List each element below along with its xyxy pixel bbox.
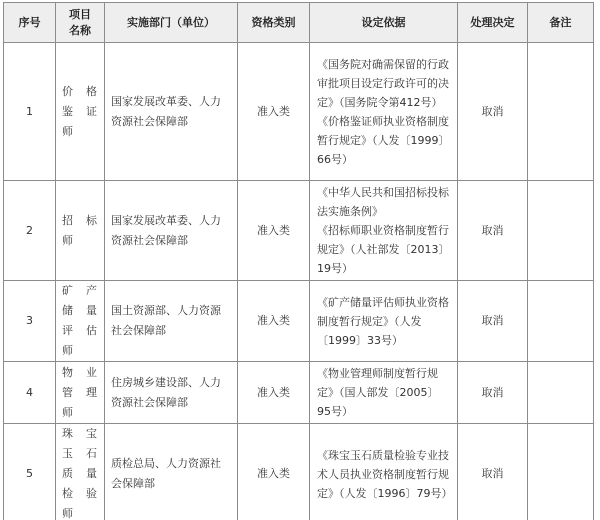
table-row — [4, 181, 594, 281]
header-basis: 设定依据 — [310, 3, 458, 43]
header-note: 备注 — [528, 3, 594, 43]
header-seq: 序号 — [4, 3, 56, 43]
row-item-name — [56, 281, 105, 362]
item-name-line: 鉴 证 — [62, 104, 98, 118]
item-name-line: 师 — [62, 233, 74, 247]
item-name-line: 玉 石 — [62, 447, 98, 460]
row-decision: 取消 — [458, 281, 528, 362]
row-decision: 取消 — [458, 181, 528, 281]
header-item-name-line2: 名称 — [69, 23, 91, 37]
row-dept: 住房城乡建设部、人力资源社会保障部 — [105, 362, 238, 424]
item-name-line: 检 验 — [62, 487, 98, 500]
table-row — [4, 424, 594, 520]
item-name-line: 物 业 — [62, 365, 98, 379]
table-row — [4, 281, 594, 362]
table-row — [4, 362, 594, 424]
row-category: 准入类 — [238, 362, 310, 424]
item-name-line: 师 — [62, 344, 74, 357]
row-note — [528, 281, 594, 362]
item-name-line: 招 标 — [62, 213, 98, 227]
row-item-name — [56, 362, 105, 424]
row-seq: 4 — [4, 362, 56, 424]
row-category: 准入类 — [238, 181, 310, 281]
row-decision: 取消 — [458, 424, 528, 520]
row-note — [528, 43, 594, 181]
row-seq: 1 — [4, 43, 56, 181]
header-item-name — [56, 3, 105, 43]
row-basis: 《国务院对确需保留的行政审批项目设定行政许可的决定》（国务院令第412号） 《价格鉴证师执业资格制度暂行规定》（人发〔1999〕66号） — [310, 43, 458, 181]
header-decision: 处理决定 — [458, 3, 528, 43]
row-category: 准入类 — [238, 43, 310, 181]
row-item-name — [56, 43, 105, 181]
item-name-line: 质 量 — [62, 467, 98, 480]
row-item-name — [56, 181, 105, 281]
item-name-line: 价 格 — [62, 84, 98, 98]
row-note — [528, 181, 594, 281]
row-basis: 《中华人民共和国招标投标法实施条例》 《招标师职业资格制度暂行规定》（人社部发〔2013〕19号） — [310, 181, 458, 281]
row-note — [528, 362, 594, 424]
item-name-line: 师 — [62, 124, 74, 138]
table-header-row — [4, 3, 594, 43]
table-row — [4, 43, 594, 181]
row-category: 准入类 — [238, 424, 310, 520]
header-category: 资格类别 — [238, 3, 310, 43]
row-item-name — [56, 424, 105, 520]
row-seq: 3 — [4, 281, 56, 362]
item-name-line: 珠 宝 — [62, 427, 98, 440]
row-basis: 《珠宝玉石质量检验专业技术人员执业资格制度暂行规定》（人发〔1996〕79号） — [310, 424, 458, 520]
qualification-table — [3, 2, 594, 520]
row-basis: 《物业管理师制度暂行规定》（国人部发〔2005〕95号） — [310, 362, 458, 424]
row-category: 准入类 — [238, 281, 310, 362]
item-name-line: 管 理 — [62, 385, 98, 399]
row-dept: 国家发展改革委、人力资源社会保障部 — [105, 181, 238, 281]
row-dept: 质检总局、人力资源社会保障部 — [105, 424, 238, 520]
row-basis: 《矿产储量评估师执业资格制度暂行规定》（人发〔1999〕33号） — [310, 281, 458, 362]
row-dept: 国家发展改革委、人力资源社会保障部 — [105, 43, 238, 181]
header-item-name-line1: 项目 — [69, 7, 91, 21]
row-dept: 国土资源部、人力资源社会保障部 — [105, 281, 238, 362]
item-name-line: 师 — [62, 405, 74, 419]
item-name-line: 师 — [62, 507, 74, 520]
header-dept: 实施部门（单位） — [105, 3, 238, 43]
row-seq: 5 — [4, 424, 56, 520]
row-note — [528, 424, 594, 520]
item-name-line: 矿 产 — [62, 284, 98, 297]
row-seq: 2 — [4, 181, 56, 281]
row-decision: 取消 — [458, 362, 528, 424]
row-decision: 取消 — [458, 43, 528, 181]
item-name-line: 储 量 — [62, 304, 98, 317]
item-name-line: 评 估 — [62, 324, 98, 337]
